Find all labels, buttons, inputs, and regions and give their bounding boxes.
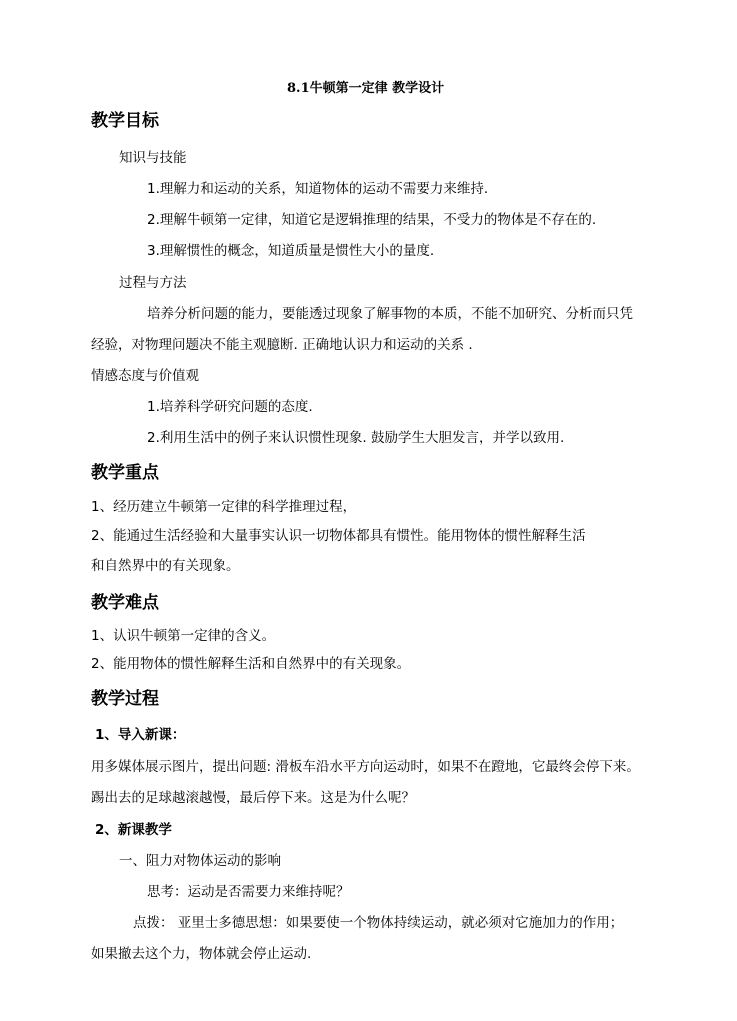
key-point-line: 1、经历建立牛顿第一定律的科学推理过程， (91, 499, 357, 515)
key-point-line: 和自然界中的有关现象。 (91, 558, 240, 574)
label-process-method: 过程与方法 (119, 275, 187, 291)
heading-difficulties: 教学难点 (91, 593, 159, 613)
attitude-item: 1.培养科学研究问题的态度. (147, 399, 313, 415)
think-question: 思考：运动是否需要力来维持呢？ (147, 884, 350, 900)
difficulty-line: 1、认识牛顿第一定律的含义。 (91, 628, 276, 644)
document-title: 8.1牛顿第一定律 教学设计 (287, 81, 445, 96)
knowledge-item: 3.理解惯性的概念，知道质量是惯性大小的量度. (147, 243, 435, 259)
section-heading: 一、阻力对物体运动的影响 (119, 853, 281, 869)
knowledge-item: 1.理解力和运动的关系，知道物体的运动不需要力来维持. (147, 181, 489, 197)
process-text-line: 经验，对物理问题决不能主观臆断. 正确地认识力和运动的关系 . (91, 337, 473, 353)
knowledge-item: 2.理解牛顿第一定律，知道它是逻辑推理的结果，不受力的物体是不存在的. (147, 212, 597, 228)
heading-teaching-process: 教学过程 (91, 689, 159, 709)
process-text-line: 培养分析问题的能力，要能透过现象了解事物的本质，不能不加研究、分析而只凭 (147, 306, 633, 322)
label-new-lesson: 2、新课教学 (95, 822, 172, 838)
attitude-item: 2.利用生活中的例子来认识惯性现象. 鼓励学生大胆发言，并学以致用. (147, 430, 565, 446)
hint-text-line: 如果撤去这个力，物体就会停止运动. (91, 946, 312, 962)
heading-objectives: 教学目标 (91, 111, 159, 131)
label-intro: 1、导入新课： (95, 727, 186, 743)
label-attitude-values: 情感态度与价值观 (91, 368, 199, 384)
label-knowledge-skills: 知识与技能 (119, 150, 187, 166)
heading-key-points: 教学重点 (91, 463, 159, 483)
key-point-line: 2、能通过生活经验和大量事实认识一切物体都具有惯性。能用物体的惯性解释生活 (91, 528, 586, 544)
hint-text-line: 点拨： 亚里士多德思想：如果要使一个物体持续运动，就必须对它施加力的作用； (133, 915, 624, 931)
intro-text-line: 踢出去的足球越滚越慢，最后停下来。这是为什么呢？ (91, 790, 415, 806)
difficulty-line: 2、能用物体的惯性解释生活和自然界中的有关现象。 (91, 656, 411, 672)
intro-text-line: 用多媒体展示图片，提出问题: 滑板车沿水平方向运动时，如果不在蹬地，它最终会停下来。 (91, 759, 640, 775)
